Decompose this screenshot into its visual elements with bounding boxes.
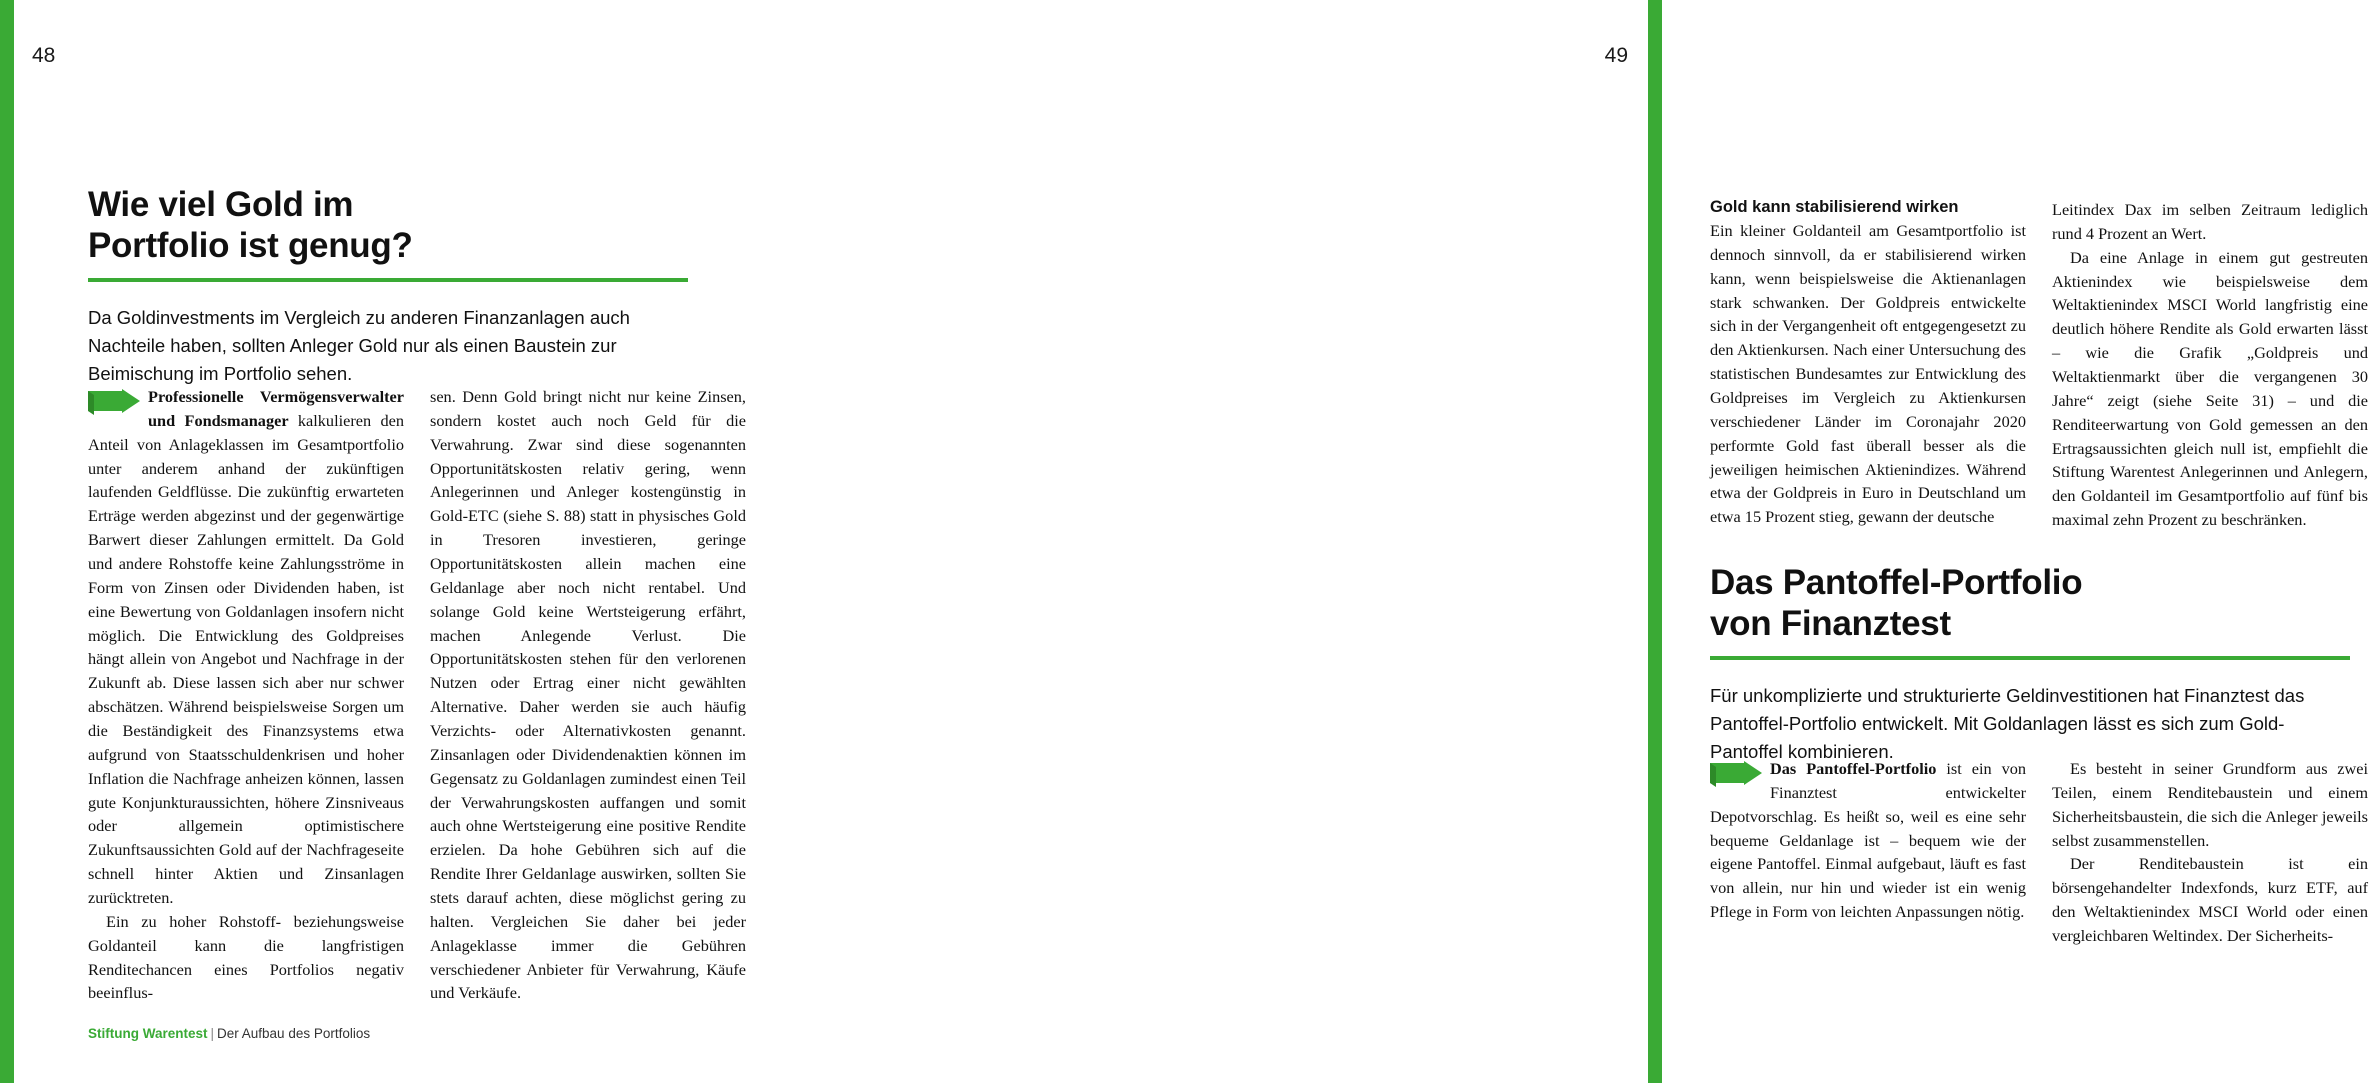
paragraph: Da eine Anlage in einem gut gestreuten Aktienindex wie beispielsweise dem Weltaktienindex MSCI World langfristig eine deutlich höhere Rendite als Gold erwarten lässt – wie die Grafik „Goldpreis und Weltaktienmarkt über die vergangenen 30 Jahre“ zeigt (siehe Seite 31) – und die Renditeerwartung von Gold gemessen an den Ertragsaussichten gleich null ist, empfiehlt die Stiftung Warentest Anlegerinnen und Anlegern, den Goldanteil im Gesamtportfolio auf fünf bis maximal zehn Prozent zu beschränken.: [2052, 247, 2368, 530]
green-arrow-icon: [1710, 761, 1762, 787]
page-right: [831, 0, 2368, 1083]
headline2-line-1: Das Pantoffel-Portfolio: [1710, 563, 2083, 602]
footer: [88, 1026, 370, 1041]
footer-brand: Stiftung Warentest: [88, 1026, 208, 1041]
paragraph: Ein zu hoher Rohstoff- beziehungsweise Goldanteil kann die langfristigen Renditechancen eines Portfolios negativ beeinflus-: [88, 911, 404, 1003]
right-body-top-columns: [1710, 198, 2370, 532]
paragraph-lead: [1710, 757, 2026, 924]
subheading: Gold kann stabilisierend wirken: [1710, 198, 1959, 216]
right-column-1: [1710, 198, 2026, 532]
paragraph: Leitindex Dax im selben Zeitraum lediglich rund 4 Prozent an Wert.: [2052, 200, 2368, 243]
paragraph: sen. Denn Gold bringt nicht nur keine Zinsen, sondern kostet auch noch Geld für die Verwahrung. Zwar sind diese sogenannten Opportunitätskosten relativ gering, wenn Anlegerinnen und Anleger kostengünstig in Gold-ETC (siehe S. 88) statt in physisches Gold in Tresoren investieren, geringe Opportunitätskosten allein machen eine Geldanlage aber noch nicht rentabel. Und solange Gold keine Wertsteigerung erfährt, machen Anlegende Verlust. Die Opportunitätskosten stehen für den verlorenen Nutzen oder Ertrag einer nicht gewählten Alternative. Daher werden sie auch häufig Verzichts- oder Alternativkosten genannt. Zinsanlagen oder Dividendenaktien können im Gegensatz zu Goldanlagen zumindest einen Teil der Verwahrungskosten auffangen und somit auch ohne Wertsteigerung eine positive Rendite erzielen. Da hohe Gebühren sich auf die Rendite Ihrer Geldanlage auswirken, sollten Sie stets darauf achten, diese möglichst gering zu halten. Vergleichen Sie daher bei jeder Anlageklasse immer die Gebühren verschiedener Anbieter für Verwahrung, Käufe und Verkäufe.: [430, 387, 746, 1003]
lead-in-phrase: Professionelle Vermögensverwalter und Fondsmanager: [148, 387, 404, 430]
page-left: [0, 0, 831, 1083]
lead-paragraph-rest: kalkulieren den Anteil von Anlageklassen im Gesamtportfolio unter anderem anhand der zukünftigen laufenden Geldflüsse. Die zukünftig erwarteten Erträge werden abgezinst und der gegenwärtige Barwert dieser Zahlungen ermittelt. Da Gold und andere Rohstoffe keine Zahlungsströme in Form von Zinsen oder Dividenden haben, ist eine Bewertung von Goldanlagen insofern nicht möglich. Die Entwicklung des Goldpreises hängt allein von Angebot und Nachfrage in der Zukunft ab. Diese lassen sich aber nur schwer abschätzen. Während beispielsweise Sorgen um die Beständigkeit des Finanzsystems etwa aufgrund von Staatsschuldenkrisen und hoher Inflation die Nachfrage anheizen können, lassen gute Konjunkturaussichten, höhere Zinsniveaus oder allgemein optimistischere Zukunftsaussichten Gold auf der Nachfrageseite schnell hinter Aktien und Zinsanlagen zurücktreten.: [88, 410, 404, 908]
footer-separator: |: [210, 1026, 215, 1041]
headline2-line-2: von Finanztest: [1710, 603, 1951, 643]
page-title: [88, 185, 688, 266]
section-title: [1710, 563, 2350, 644]
right-standfirst: Für unkomplizierte und strukturierte Geldinvestitionen hat Finanztest das Pantoffel-Portfolio entwickelt. Mit Goldanlagen lässt es sich zum Gold-Pantoffel kombinieren.: [1710, 685, 2305, 763]
paragraph: Ein kleiner Goldanteil am Gesamtportfolio ist dennoch sinnvoll, da er stabilisierend wirken kann, wenn beispielsweise die Aktienanlagen stark schwanken. Der Goldpreis entwickelte sich in der Vergangenheit oft entgegengesetzt zu den Aktienkursen. Nach einer Untersuchung des statistischen Bundesamtes zur Entwicklung des Goldpreises im Vergleich zu Aktienkursen verschiedener Länder im Coronajahr 2020 performte Gold fast überall besser als die jeweiligen heimischen Aktienindizes. Während etwa der Goldpreis in Euro in Deutschland um etwa 15 Prozent stieg, gewann der deutsche: [1710, 221, 2026, 527]
green-arrow-icon: [88, 389, 140, 415]
lead-paragraph-rest: ist ein von Finanztest entwickelter Depotvorschlag. Es heißt so, weil es eine sehr bequeme Geldanlage ist – bequem wie der eigene Pantoffel. Einmal aufgebaut, läuft es fast von allein, nur hin und wieder ist ein wenig Pflege in Form von leichten Anpassungen nötig.: [1710, 759, 2026, 922]
headline-rule: [88, 278, 688, 282]
paragraph-lead: [88, 385, 404, 910]
left-headline-block: [88, 185, 688, 282]
left-column-2: [430, 385, 746, 1005]
left-column-1: [88, 385, 404, 1005]
page-number-right: 49: [1604, 44, 1628, 67]
left-body-columns: [88, 385, 748, 1005]
right-column-3: [1710, 757, 2026, 948]
paragraph: Es besteht in seiner Grundform aus zwei Teilen, einem Renditebaustein und einem Sicherheitsbaustein, die sich die Anleger jeweils selbst zusammenstellen.: [2052, 759, 2368, 850]
headline2-rule: [1710, 656, 2350, 660]
right-headline-block: [1710, 563, 2350, 660]
paragraph: Der Renditebaustein ist ein börsengehandelter Indexfonds, kurz ETF, auf den Weltaktienindex MSCI World oder einen vergleichbaren Weltindex. Der Sicherheits-: [2052, 854, 2368, 946]
left-standfirst: Da Goldinvestments im Vergleich zu anderen Finanzanlagen auch Nachteile haben, sollten Anleger Gold nur als einen Baustein zur Beimischung im Portfolio sehen.: [88, 307, 630, 385]
lead-in-phrase: Das Pantoffel-Portfolio: [1770, 759, 1937, 778]
right-column-2: [2052, 198, 2368, 532]
headline-line-2: Portfolio ist genug?: [88, 225, 413, 265]
page-number-left: 48: [32, 44, 56, 67]
headline-line-1: Wie viel Gold im: [88, 185, 354, 224]
right-body-bottom-columns: [1710, 757, 2370, 948]
right-column-4: [2052, 757, 2368, 948]
footer-section: Der Aufbau des Portfolios: [217, 1026, 371, 1041]
